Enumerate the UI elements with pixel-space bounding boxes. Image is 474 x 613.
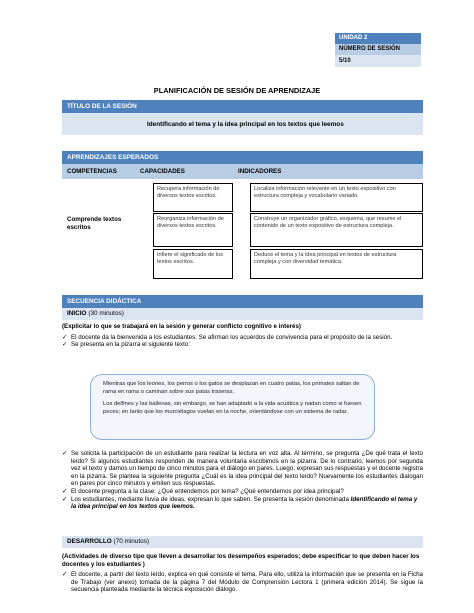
session-number-label: NÚMERO DE SESIÓN bbox=[335, 44, 421, 55]
check-icon: ✓ bbox=[62, 450, 68, 457]
list-item: ✓ El docente da la bienvenida a los estudiantes. Se afirman los acuerdos de convivencia para el propósito de la sesión. bbox=[62, 333, 393, 341]
inicio-label: INICIO bbox=[67, 310, 87, 317]
check-icon: ✓ bbox=[62, 341, 68, 349]
list-item: ✓ Se presenta en la pizarra el siguiente texto: bbox=[62, 341, 191, 349]
col-capacidades: CAPACIDADES bbox=[135, 164, 233, 179]
text-box-paragraph-1: Mientras que los leones, los perros o los gatos se desplazan en cuatro patas, los primates saltan de rama en rama o caminan sobre sus patas traseras. bbox=[103, 381, 360, 395]
indicador-1: Localiza información relevante en un texto expositivo con estructura compleja y vocabulario variado. bbox=[250, 183, 423, 212]
check-icon: ✓ bbox=[62, 333, 68, 341]
text-box bbox=[90, 374, 375, 440]
desarrollo-bar bbox=[62, 536, 423, 548]
unit-label: UNIDAD 2 bbox=[335, 33, 421, 44]
text-box-paragraph-2: Los delfines y las ballenas, sin embargo, se han adaptado a la vida acuática y nadan como si fuesen peces; en tanto que los murciélagos vuelan en la noche, orientándose con un sistema de radar. bbox=[103, 401, 362, 415]
inicio-bar bbox=[62, 308, 423, 320]
aprendizajes-header: APRENDIZAJES ESPERADOS bbox=[62, 151, 423, 164]
secuencia-header: SECUENCIA DIDÁCTICA bbox=[62, 295, 423, 308]
unit-box bbox=[335, 33, 421, 67]
desarrollo-intro: (Actividades de diverso tipo que lleven a desarrollar los desempeños esperados; debe especificar lo que deben hacer los docentes y los estudiantes ) bbox=[62, 553, 420, 568]
desarrollo-time: (70 minutos) bbox=[113, 538, 150, 545]
list-item: ✓ El docente, a partir del texto leído, explica en qué consiste el tema. Para ello, utiliza la información que se presenta en la Ficha de Trabajo (ver anexo) tomada de la página 7 del Módulo de Comprensión Lectora 1 (primera edición 2014). Se sigue la secuencia planteada mediante la técnica exposición diálogo. bbox=[62, 571, 423, 594]
col-indicadores: INDICADORES bbox=[233, 164, 423, 179]
desarrollo-label: DESARROLLO bbox=[67, 538, 112, 545]
indicador-3: Deduce el tema y la idea principal en textos de estructura compleja y con diversidad temática. bbox=[250, 249, 423, 279]
capacidad-1: Recupera información de diversos textos escritos. bbox=[153, 183, 233, 212]
session-title-value: Identificando el tema y la idea principal en los textos que leemos bbox=[62, 113, 423, 135]
competencia: Comprende textos escritos bbox=[67, 216, 122, 231]
list-item: ✓ El docente pregunta a la clase: ¿Qué entendemos por tema? ¿Qué entendemos por idea principal? bbox=[62, 487, 344, 495]
inicio-section bbox=[62, 323, 423, 349]
session-number: 5/10 bbox=[335, 55, 421, 67]
list-item: ✓ Se solicita la participación de un estudiante para realizar la lectura en voz alta. Al término, se pregunta ¿De qué trata el texto leído? Si algunos estudiantes responden de manera voluntaria escribimos en la pizarra. De lo contrario, leemos por segunda vez el texto y damos un tiempo de cinco minutos para el diálogo en pares. Luego, expresan sus respuestas y el docente registra en la pizarra. Se plantea la siguiente pregunta ¿Cuál es la idea principal del texto leído? Nuevamente los estudiantes dialogan en pares por cinco minutos y emiten sus respuestas. bbox=[62, 450, 423, 488]
inicio-intro: (Explicitar lo que se trabajará en la sesión y generar conflicto cognitivo e interés) bbox=[62, 323, 301, 330]
indicador-2: Construye un organizador gráfico, esquema, que resume el contenido de un texto expositivo de estructura compleja. bbox=[250, 213, 423, 247]
capacidad-3: Infiere el significado de los textos escritos. bbox=[153, 249, 233, 279]
page-title: PLANIFICACIÓN DE SESIÓN DE APRENDIZAJE bbox=[153, 86, 321, 95]
check-icon: ✓ bbox=[62, 571, 68, 579]
desarrollo-section bbox=[62, 553, 423, 594]
check-icon: ✓ bbox=[62, 487, 68, 495]
inicio-section-2 bbox=[62, 450, 423, 511]
session-title-header: TÍTULO DE LA SESIÓN bbox=[62, 100, 423, 113]
inicio-time: (30 minutos) bbox=[88, 310, 124, 317]
aprendizajes-table bbox=[62, 164, 423, 282]
capacidad-2: Reorganiza información de diversos textos escritos. bbox=[153, 213, 233, 247]
list-item: ✓ Los estudiantes, mediante lluvia de ideas, expresan lo que saben. Se presenta la sesión denominada Identificando el tema y la idea principal en los textos que leemos. bbox=[62, 495, 418, 511]
col-competencias: COMPETENCIAS bbox=[62, 164, 135, 179]
check-icon: ✓ bbox=[62, 495, 68, 503]
session-name-italic: Identificando el tema y la idea principal en los textos que leemos. bbox=[71, 495, 418, 511]
